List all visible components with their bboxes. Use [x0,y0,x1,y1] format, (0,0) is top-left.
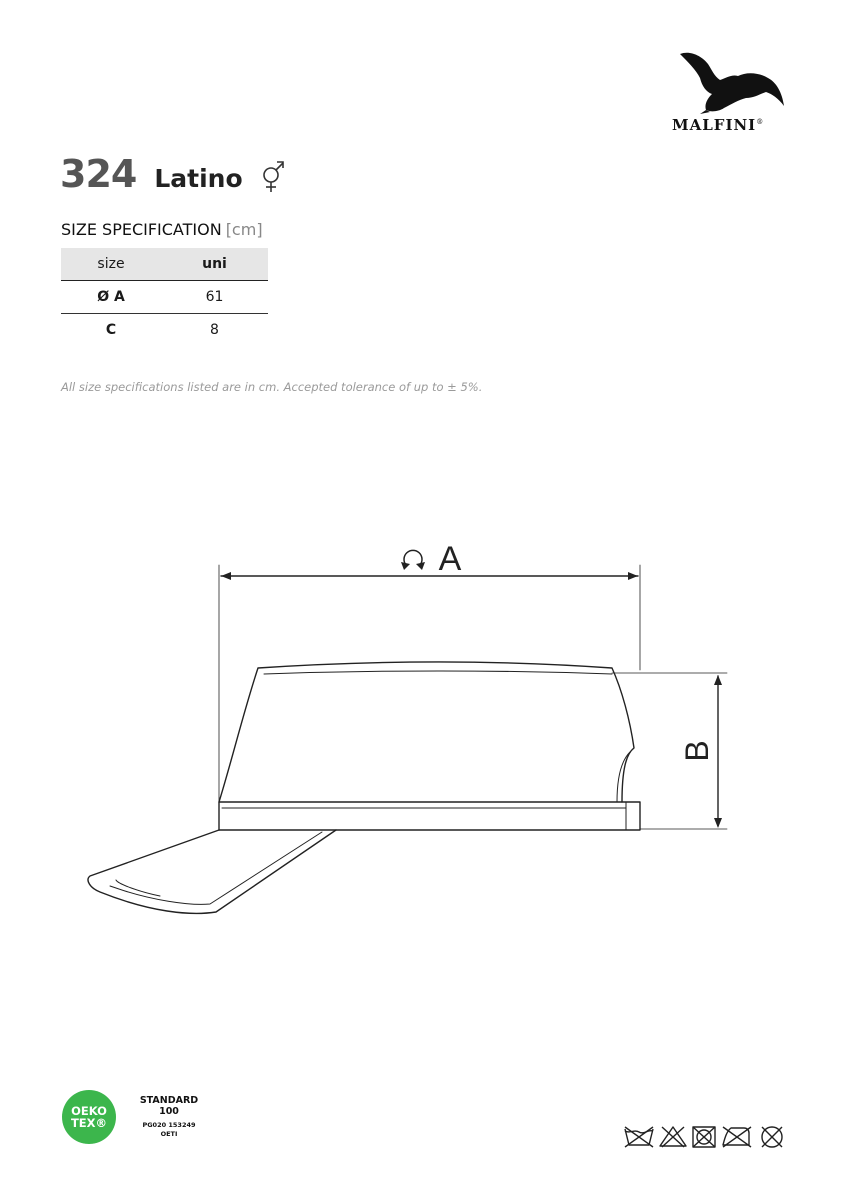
do-not-iron-icon [723,1127,751,1147]
size-spec-table [61,248,268,346]
dimension-label-b: B [679,740,715,762]
dimension-label-a: A [438,540,462,578]
table-row [61,281,268,314]
size-spec-heading [61,220,263,239]
oeko-badge-line2: TEX® [70,1116,108,1130]
oeko-standard-number: 100 [159,1106,179,1117]
unisex-icon [259,159,285,193]
oeko-certificate-number: PG020 153249 [142,1121,196,1129]
care-symbols [622,1123,792,1151]
oeko-standard: STANDARD [139,1095,199,1106]
product-code: 324 [60,152,137,196]
oeko-tex-badge [62,1090,116,1144]
do-not-dry-clean-icon [762,1127,782,1147]
do-not-tumble-dry-icon [693,1127,715,1147]
table-header-row [61,248,268,281]
tolerance-note: All size specifications listed are in cm. Accepted tolerance of up to ± 5%. [61,380,483,394]
column-header-size: size [61,248,161,281]
column-header-uni: uni [161,248,268,281]
product-title [60,148,285,200]
size-spec-title: SIZE SPECIFICATION [61,220,222,239]
oeko-badge-line1: OEKO [71,1104,107,1118]
table-row [61,314,268,347]
value-cell: 61 [205,289,224,305]
brand-logo [672,48,792,138]
cap-diagram [0,520,849,940]
size-cell: C [61,314,161,347]
circumference-icon [401,550,425,570]
size-cell: Ø A [97,289,125,305]
product-name: Latino [154,163,243,193]
brand-name: MALFINI® [672,116,765,134]
value-cell: 8 [161,314,268,347]
oeko-tex-label [62,1090,222,1150]
oeko-tex-text [124,1095,214,1138]
eagle-icon [676,48,788,114]
oeko-institute: OETI [160,1130,178,1138]
size-spec-unit: [cm] [225,220,263,239]
do-not-wash-icon [625,1127,653,1147]
do-not-bleach-icon [660,1127,686,1147]
